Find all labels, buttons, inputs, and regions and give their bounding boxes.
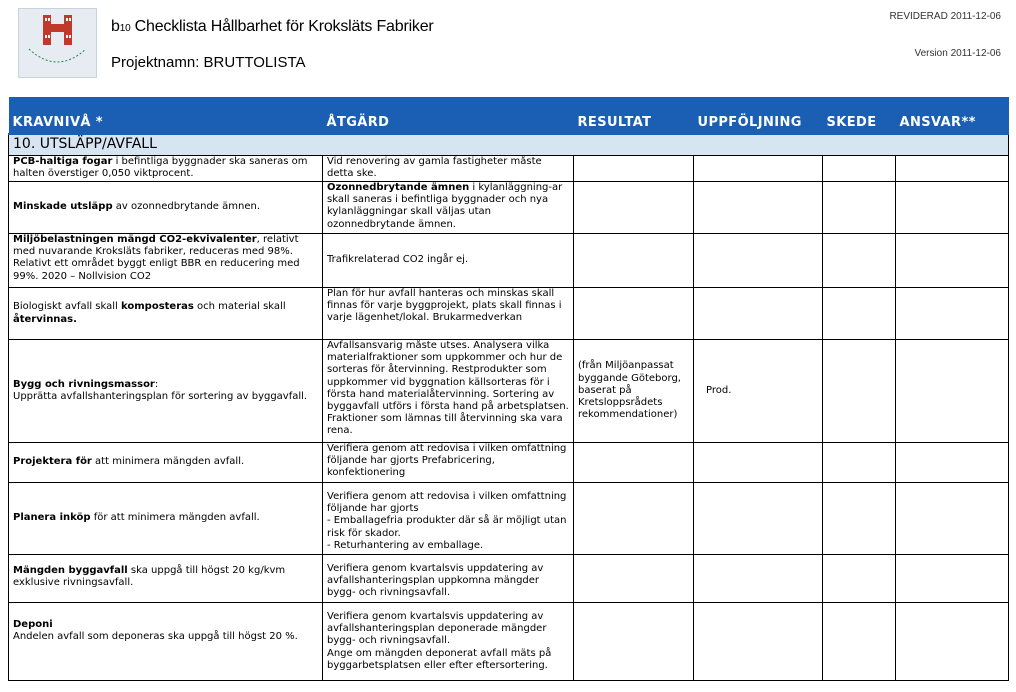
action-text: i kylanläggning-ar skall saneras i befintliga byggnader och nya kylanläggningar skall väljas utan ozonnedbrytande ämnen. [327, 182, 563, 230]
phase-cell [823, 483, 896, 555]
table-row [9, 483, 1009, 555]
result-cell [574, 483, 694, 555]
responsible-cell [896, 340, 1009, 443]
requirement-text: av ozonnedbrytande ämnen. [112, 201, 261, 213]
action-cell: Verifiera genom att redovisa i vilken omfattning följande har gjorts - Emballagefria produkter där så är möjligt utan risk för skador. - Returhantering av emballage. [323, 483, 574, 555]
requirement-bold: komposteras [121, 301, 194, 313]
husvarden-logo [18, 8, 97, 78]
title-subscript: 10 [119, 23, 131, 34]
followup-cell [694, 555, 823, 603]
requirement-cell [9, 340, 323, 443]
title-text: Checklista Hållbarhet för Kroksläts Fabriker [130, 18, 434, 35]
phase-cell [823, 182, 896, 234]
result-cell [574, 156, 694, 182]
result-cell [574, 603, 694, 681]
requirement-bold: Planera inköp [13, 512, 91, 524]
revision-date: REVIDERAD 2011-12-06 [889, 11, 1001, 22]
action-cell: Plan för hur avfall hanteras och minskas skall finnas för varje byggprojekt, plats skall finnas i varje lägenhet/lokal. Brukarmedverkan [323, 288, 574, 340]
table-row [9, 182, 1009, 234]
result-cell [574, 288, 694, 340]
requirement-cell [9, 483, 323, 555]
followup-cell [694, 483, 823, 555]
section-title: 10. UTSLÄPP/AVFALL [9, 134, 1009, 156]
col-header-ansvar: ANSVAR** [896, 97, 1009, 134]
table-row [9, 288, 1009, 340]
responsible-cell [896, 288, 1009, 340]
phase-cell [823, 443, 896, 483]
phase-cell [823, 234, 896, 288]
followup-cell [694, 182, 823, 234]
title-prefix: b [111, 18, 120, 35]
action-cell: Avfallsansvarig måste utses. Analysera vilka materialfraktioner som uppkommer och hur de sorteras för återvinning. Restprodukter som uppkommer vid byggnation källsorteras för i första hand materialåtervinning. Sortering av byggavfall utförs i första hand på arbetsplatsen. Fraktioner som lämnas till återvinning ska vara rena. [323, 340, 574, 443]
document-title [111, 18, 434, 36]
requirement-bold: Bygg och rivningsmassor [13, 378, 155, 390]
requirement-text: i befintliga byggnader ska saneras om halten överstiger 0,050 viktprocent. [13, 156, 308, 180]
requirement-text: : [154, 378, 159, 390]
requirement-bold: Deponi [13, 619, 53, 630]
table-row [9, 555, 1009, 603]
requirement-text: att minimera mängden avfall. [91, 456, 245, 468]
result-cell [574, 234, 694, 288]
followup-cell [694, 234, 823, 288]
requirement-bold: Miljöbelastningen mängd CO2-ekvivalenter [13, 234, 257, 245]
followup-cell [694, 443, 823, 483]
col-header-resultat: RESULTAT [574, 97, 694, 134]
responsible-cell [896, 603, 1009, 681]
requirement-text: och material skall [193, 301, 286, 313]
phase-cell [823, 603, 896, 681]
phase-cell [823, 156, 896, 182]
requirement-text: , relativt med nuvarande Kroksläts fabriker, reduceras med 98%. Relativt ett området byggt enligt BBR en reducering med 99%. 2020 – Nollvision CO2 [13, 234, 300, 282]
requirement-text: Upprätta avfallshanteringsplan för sortering av byggavfall. [13, 391, 308, 402]
responsible-cell [896, 156, 1009, 182]
requirement-bold: Mängden byggavfall [13, 565, 128, 576]
requirement-cell [9, 234, 323, 288]
requirement-text: Biologiskt avfall skall [13, 301, 121, 313]
requirement-bold: Projektera för [13, 456, 92, 468]
requirement-cell [9, 555, 323, 603]
action-cell: Trafikrelaterad CO2 ingår ej. [323, 234, 574, 288]
col-header-uppfoljning: UPPFÖLJNING [694, 97, 823, 134]
table-row [9, 603, 1009, 681]
requirement-cell [9, 182, 323, 234]
followup-cell [694, 603, 823, 681]
requirement-text: ska uppgå till högst 20 kg/kvm exklusive rivningsavfall. [13, 565, 286, 589]
responsible-cell [896, 443, 1009, 483]
requirement-cell [9, 443, 323, 483]
requirement-bold: återvinnas. [13, 313, 77, 325]
col-header-atgard: ÅTGÄRD [323, 97, 574, 134]
result-cell [574, 443, 694, 483]
phase-cell [823, 340, 896, 443]
table-row [9, 234, 1009, 288]
responsible-cell [896, 483, 1009, 555]
followup-cell: Prod. [694, 340, 823, 443]
col-header-skede: SKEDE [823, 97, 896, 134]
checklist-table [8, 97, 1009, 681]
responsible-cell [896, 234, 1009, 288]
responsible-cell [896, 555, 1009, 603]
requirement-bold: PCB-haltiga fogar [13, 156, 113, 167]
col-header-kravniva: KRAVNIVÅ * [9, 97, 323, 134]
table-header-row [9, 97, 1009, 134]
requirement-cell [9, 156, 323, 182]
action-cell: Verifiera genom kvartalsvis uppdatering av avfallshanteringsplan uppkomna mängder bygg- och rivningsavfall. [323, 555, 574, 603]
responsible-cell [896, 182, 1009, 234]
result-cell: (från Miljöanpassat byggande Göteborg, baserat på Kretsloppsrådets rekommendationer) [574, 340, 694, 443]
version-date: Version 2011-12-06 [914, 48, 1001, 59]
requirement-cell [9, 603, 323, 681]
action-cell: Verifiera genom att redovisa i vilken omfattning följande har gjorts Prefabricering, konfektionering [323, 443, 574, 483]
section-row [9, 134, 1009, 156]
requirement-cell [9, 288, 323, 340]
table-row [9, 340, 1009, 443]
result-cell [574, 555, 694, 603]
action-cell: Verifiera genom kvartalsvis uppdatering av avfallshanteringsplan deponerade mängder bygg- och rivningsavfall. Ange om mängden deponerat avfall mäts på byggarbetsplatsen eller efter eftersortering. [323, 603, 574, 681]
phase-cell [823, 288, 896, 340]
followup-cell [694, 288, 823, 340]
requirement-text: för att minimera mängden avfall. [90, 512, 260, 524]
project-name: Projektnamn: BRUTTOLISTA [111, 54, 306, 71]
table-row [9, 443, 1009, 483]
followup-cell [694, 156, 823, 182]
phase-cell [823, 555, 896, 603]
action-cell: Vid renovering av gamla fastigheter måste detta ske. [323, 156, 574, 182]
table-row [9, 156, 1009, 182]
requirement-bold: Minskade utsläpp [13, 201, 113, 213]
action-bold: Ozonnedbrytande ämnen [327, 182, 470, 193]
requirement-text: Andelen avfall som deponeras ska uppgå till högst 20 %. [13, 631, 298, 643]
action-cell [323, 182, 574, 234]
result-cell [574, 182, 694, 234]
